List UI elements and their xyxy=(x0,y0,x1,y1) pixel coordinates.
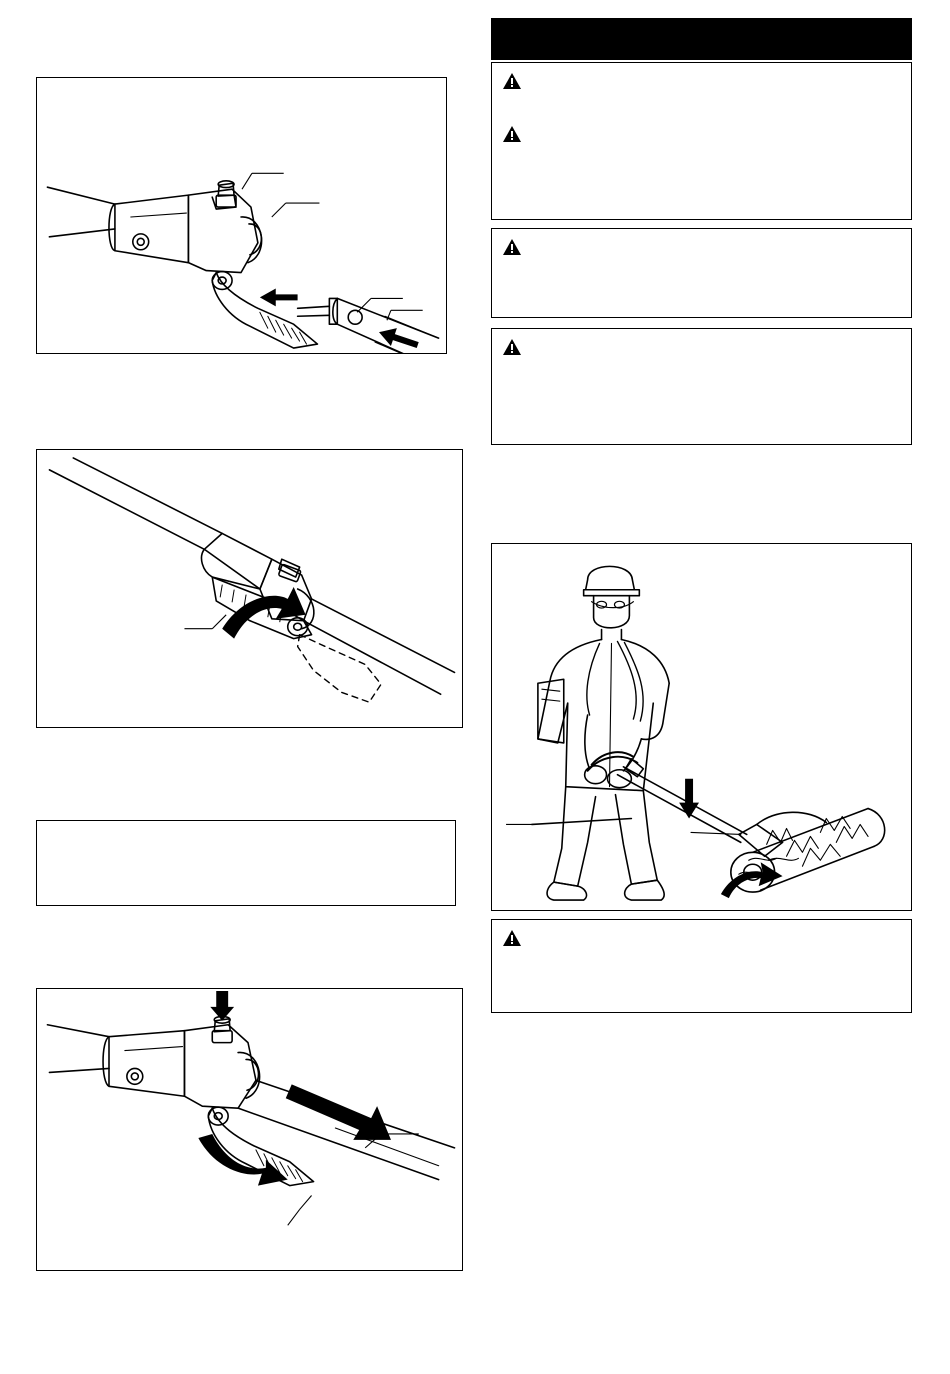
figure-lever-lock xyxy=(36,449,463,728)
figure-operator-sweeper xyxy=(491,543,912,911)
warning-triangle-icon xyxy=(502,238,522,256)
figure-attach-shaft xyxy=(36,77,447,354)
warning-triangle-icon xyxy=(502,72,522,90)
warning-row xyxy=(502,71,901,90)
warning-block-1 xyxy=(491,62,912,220)
warning-row xyxy=(502,337,901,356)
warning-triangle-icon xyxy=(502,125,522,143)
warning-row xyxy=(502,237,901,256)
figure-lever-release xyxy=(36,988,463,1271)
warning-triangle-icon xyxy=(502,338,522,356)
warning-block-2 xyxy=(491,228,912,318)
section-header-bar xyxy=(491,18,912,60)
warning-row xyxy=(502,124,901,143)
warning-block-3 xyxy=(491,328,912,445)
section-header-text xyxy=(491,18,912,30)
warning-row xyxy=(502,928,901,947)
warning-block-4 xyxy=(491,919,912,1013)
left-note-box xyxy=(36,820,456,906)
warning-triangle-icon xyxy=(502,929,522,947)
